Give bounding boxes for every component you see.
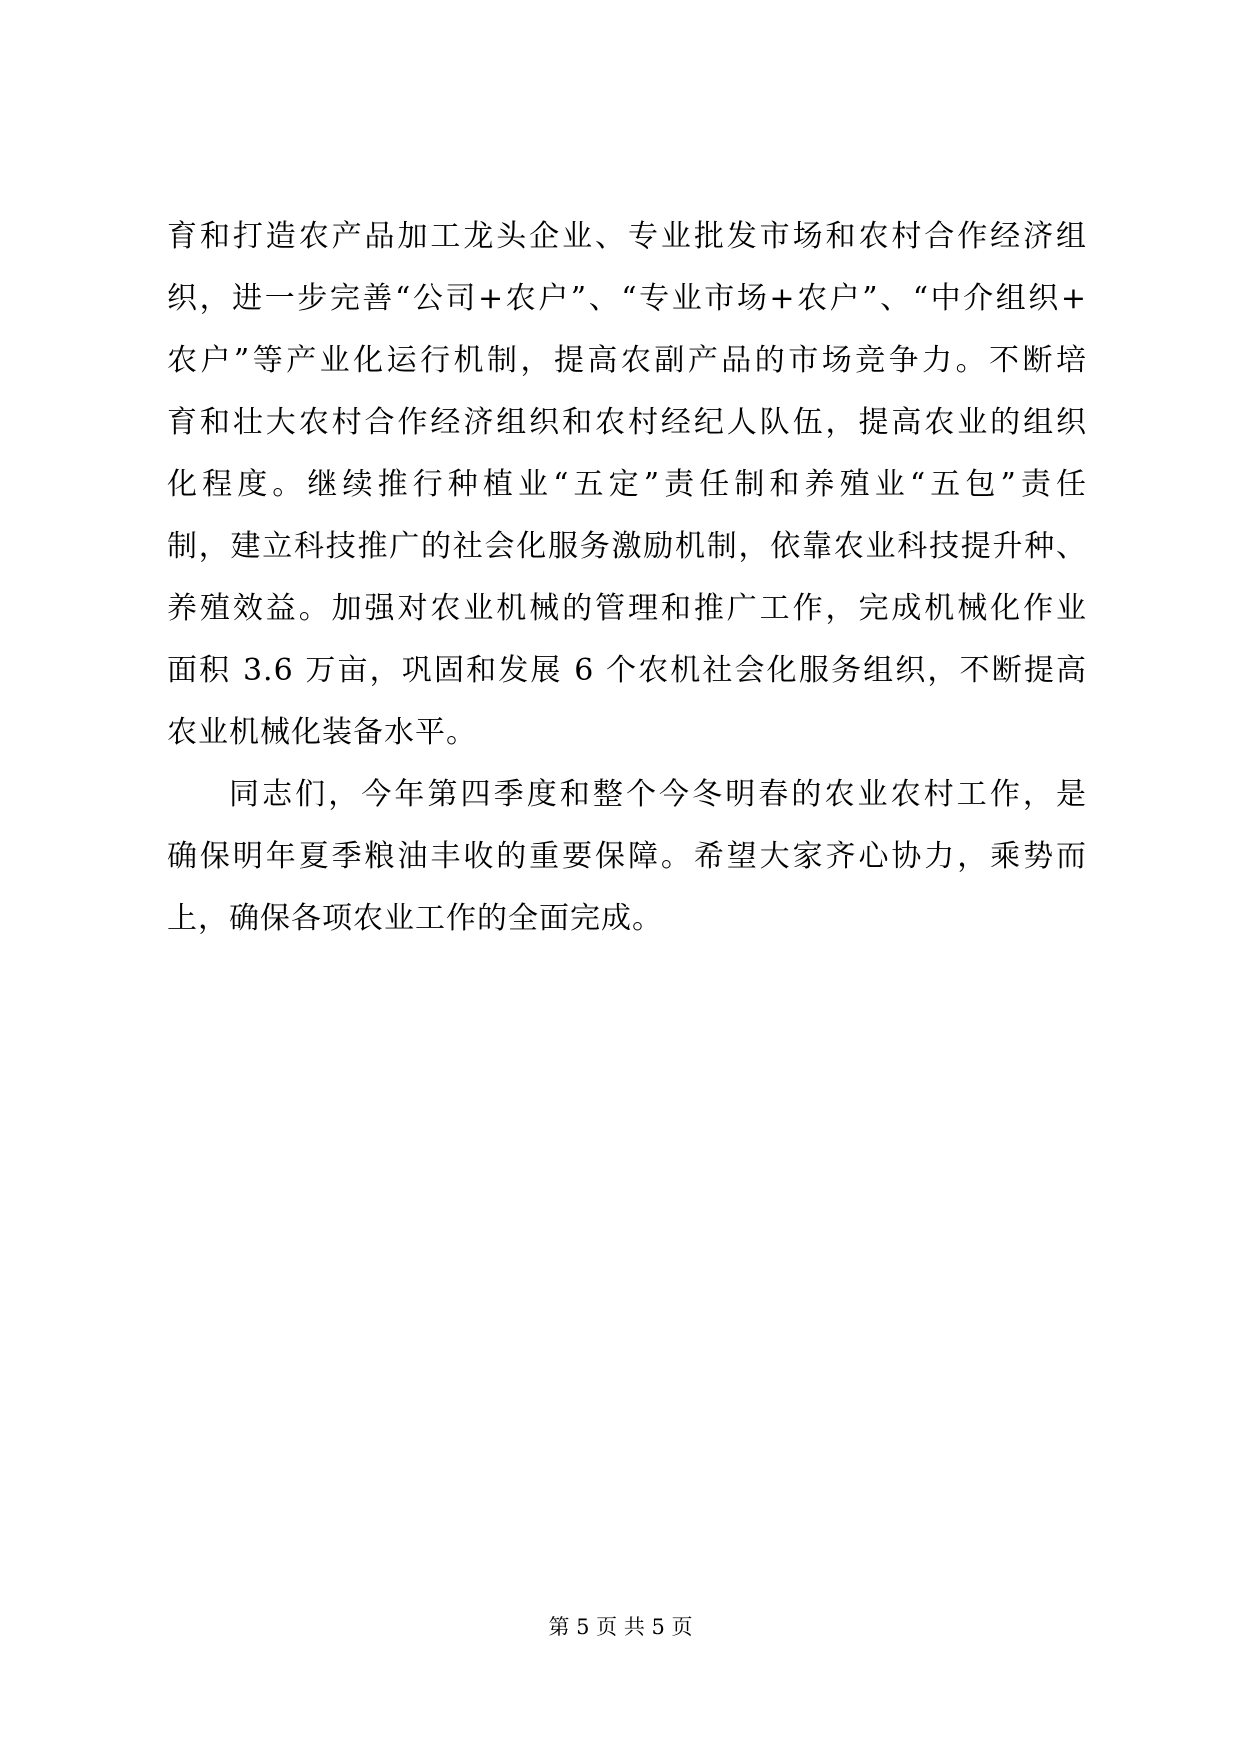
- paragraph-1-line-7: 养殖效益。加强对农业机械的管理和推广工作，完成机械化作业: [167, 591, 1087, 626]
- paragraph-1-line-3: 农户”等产业化运行机制，提高农副产品的市场竞争力。不断培: [167, 343, 1087, 378]
- paragraph-1-line-1: 育和打造农产品加工龙头企业、专业批发市场和农村合作经济组: [167, 219, 1087, 254]
- body-text: [167, 206, 1087, 950]
- page-footer: [0, 1612, 1241, 1642]
- page-number: 第 5 页 共 5 页: [548, 1615, 693, 1639]
- paragraph-1-line-8: 面积 3.6 万亩，巩固和发展 6 个农机社会化服务组织，不断提高: [167, 653, 1087, 688]
- paragraph-1-line-6: 制，建立科技推广的社会化服务激励机制，依靠农业科技提升种、: [167, 529, 1087, 564]
- paragraph-1-line-9: 农业机械化装备水平。: [167, 715, 477, 750]
- paragraph-2-line-1: 同志们，今年第四季度和整个今冬明春的农业农村工作，是: [229, 777, 1087, 812]
- paragraph-1-line-5: 化程度。继续推行种植业“五定”责任制和养殖业“五包”责任: [167, 467, 1087, 502]
- paragraph-1-line-4: 育和壮大农村合作经济组织和农村经纪人队伍，提高农业的组织: [167, 405, 1087, 440]
- paragraph-2-line-2: 确保明年夏季粮油丰收的重要保障。希望大家齐心协力，乘势而: [167, 839, 1087, 874]
- paragraph-1-line-2: 织，进一步完善“公司+农户”、“专业市场+农户”、“中介组织+: [167, 281, 1087, 316]
- paragraph-2-line-3: 上，确保各项农业工作的全面完成。: [167, 901, 663, 936]
